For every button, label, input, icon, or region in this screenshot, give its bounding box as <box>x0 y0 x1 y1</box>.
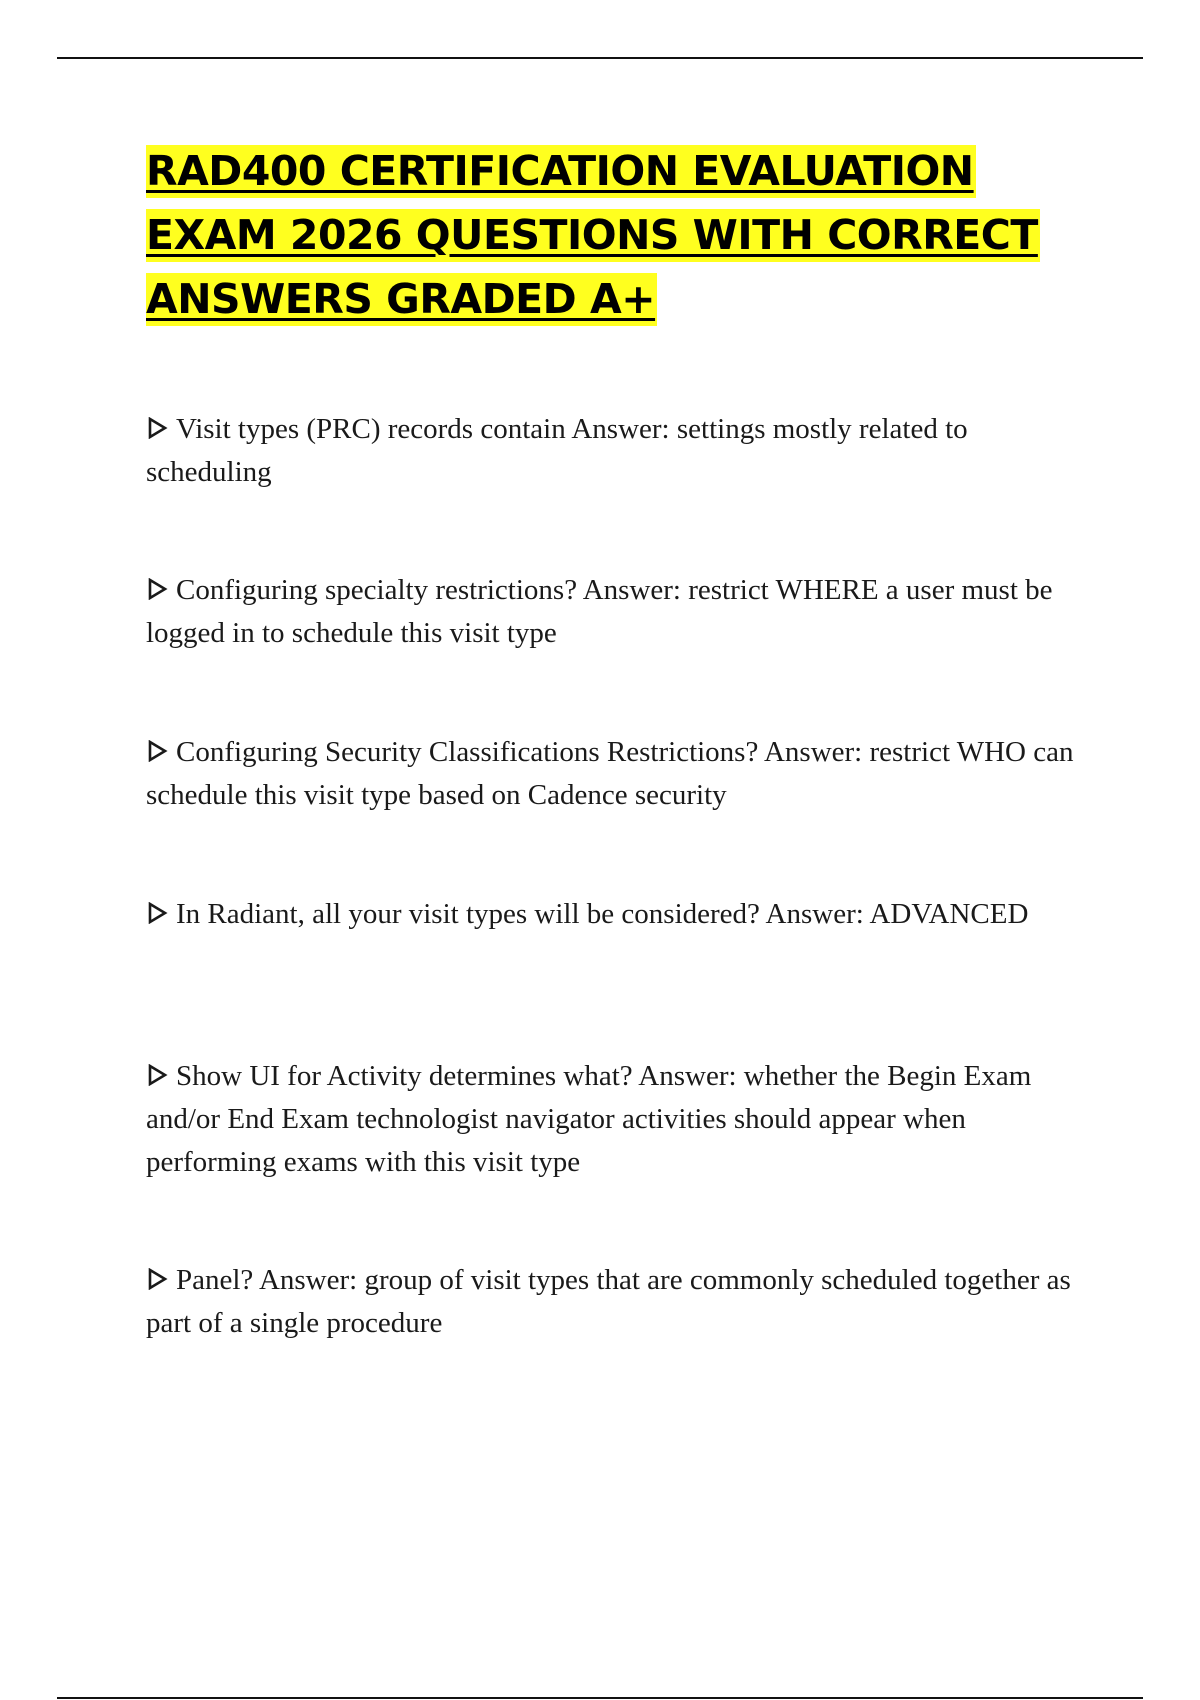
triangle-arrow-icon <box>146 740 172 762</box>
qa-text: Visit types (PRC) records contain Answer: settings mostly related to scheduling <box>146 413 968 488</box>
triangle-arrow-icon <box>146 902 172 924</box>
top-divider <box>57 57 1143 59</box>
qa-item <box>146 569 1086 655</box>
qa-text: In Radiant, all your visit types will be considered? Answer: ADVANCED <box>176 898 1029 930</box>
triangle-arrow-icon <box>146 1268 172 1290</box>
qa-item <box>146 731 1086 817</box>
title-line-1: RAD400 CERTIFICATION EVALUATION <box>146 145 976 198</box>
document-title <box>146 145 1086 337</box>
qa-item <box>146 1259 1086 1345</box>
qa-item <box>146 408 1086 494</box>
qa-item <box>146 893 1086 936</box>
qa-text: Configuring Security Classifications Restrictions? Answer: restrict WHO can schedule this visit type based on Cadence security <box>146 736 1074 811</box>
qa-text: Panel? Answer: group of visit types that are commonly scheduled together as part of a single procedure <box>146 1264 1071 1339</box>
triangle-arrow-icon <box>146 578 172 600</box>
title-line-3: ANSWERS GRADED A+ <box>146 273 657 326</box>
triangle-arrow-icon <box>146 417 172 439</box>
triangle-arrow-icon <box>146 1064 172 1086</box>
qa-item <box>146 1055 1086 1184</box>
qa-text: Show UI for Activity determines what? Answer: whether the Begin Exam and/or End Exam technologist navigator activities should appear when performing exams with this visit type <box>146 1060 1032 1178</box>
qa-text: Configuring specialty restrictions? Answer: restrict WHERE a user must be logged in to schedule this visit type <box>146 574 1053 649</box>
title-line-2: EXAM 2026 QUESTIONS WITH CORRECT <box>146 209 1040 262</box>
bottom-divider <box>57 1697 1143 1699</box>
